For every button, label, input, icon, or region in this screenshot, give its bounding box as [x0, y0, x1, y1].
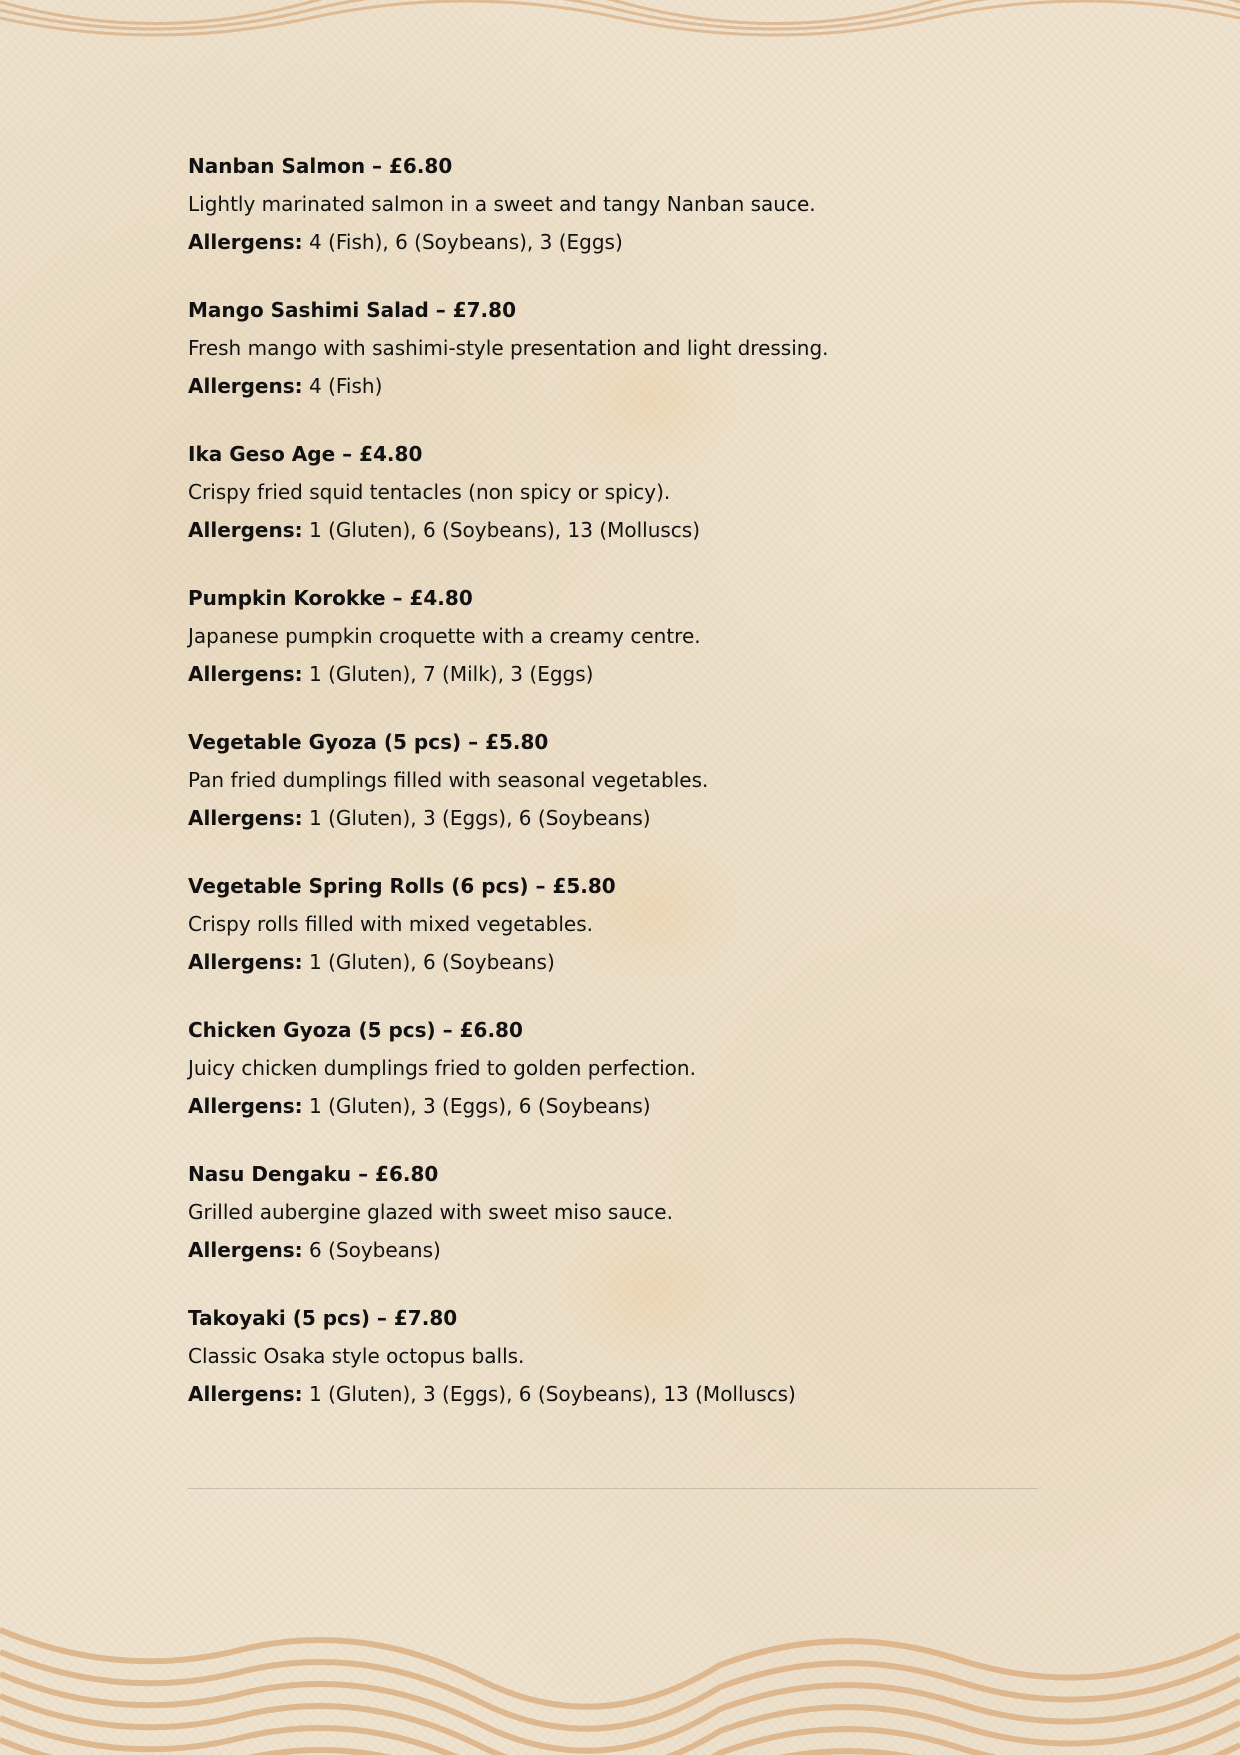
allergens-value: 1 (Gluten), 7 (Milk), 3 (Eggs) [309, 662, 594, 686]
allergens-label: Allergens: [188, 518, 303, 542]
allergens-label: Allergens: [188, 374, 303, 398]
item-name: Vegetable Spring Rolls (6 pcs) [188, 874, 529, 898]
menu-list [188, 147, 1048, 1443]
price-separator: – [351, 1162, 376, 1186]
menu-item [188, 867, 1048, 1011]
item-name: Takoyaki (5 pcs) [188, 1306, 370, 1330]
item-allergens [188, 799, 1048, 837]
item-price: £5.80 [485, 730, 549, 754]
item-title [188, 1011, 1048, 1049]
item-description: Crispy fried squid tentacles (non spicy or spicy). [188, 480, 671, 504]
menu-item [188, 147, 1048, 291]
price-separator: – [385, 586, 410, 610]
item-title [188, 1155, 1048, 1193]
item-price: £6.80 [389, 154, 453, 178]
allergens-value: 4 (Fish), 6 (Soybeans), 3 (Eggs) [309, 230, 623, 254]
item-price: £5.80 [552, 874, 616, 898]
menu-item [188, 579, 1048, 723]
item-description: Juicy chicken dumplings fried to golden perfection. [188, 1056, 696, 1080]
item-name: Nanban Salmon [188, 154, 366, 178]
item-description: Crispy rolls filled with mixed vegetables. [188, 912, 594, 936]
item-title [188, 1299, 1048, 1337]
item-name: Ika Geso Age [188, 442, 336, 466]
allergens-label: Allergens: [188, 1238, 303, 1262]
item-name: Vegetable Gyoza (5 pcs) [188, 730, 462, 754]
allergens-value: 1 (Gluten), 3 (Eggs), 6 (Soybeans), 13 (Molluscs) [309, 1382, 796, 1406]
item-allergens [188, 655, 1048, 693]
allergens-label: Allergens: [188, 1094, 303, 1118]
item-price: £4.80 [409, 586, 473, 610]
menu-item [188, 435, 1048, 579]
item-allergens [188, 1375, 1048, 1413]
item-title [188, 147, 1048, 185]
item-price: £4.80 [359, 442, 423, 466]
item-title [188, 579, 1048, 617]
menu-item [188, 1299, 1048, 1443]
item-description: Lightly marinated salmon in a sweet and tangy Nanban sauce. [188, 192, 816, 216]
price-separator: – [435, 1018, 460, 1042]
item-name: Mango Sashimi Salad [188, 298, 429, 322]
item-description: Grilled aubergine glazed with sweet miso sauce. [188, 1200, 673, 1224]
allergens-value: 1 (Gluten), 3 (Eggs), 6 (Soybeans) [309, 806, 651, 830]
allergens-label: Allergens: [188, 230, 303, 254]
menu-item [188, 291, 1048, 435]
menu-item [188, 1011, 1048, 1155]
item-description: Japanese pumpkin croquette with a creamy centre. [188, 624, 701, 648]
divider-line [188, 1488, 1038, 1489]
price-separator: – [369, 1306, 394, 1330]
item-allergens [188, 1231, 1048, 1269]
price-separator: – [528, 874, 553, 898]
allergens-value: 6 (Soybeans) [309, 1238, 441, 1262]
price-separator: – [461, 730, 486, 754]
item-name: Nasu Dengaku [188, 1162, 352, 1186]
item-allergens [188, 943, 1048, 981]
item-title [188, 723, 1048, 761]
allergens-label: Allergens: [188, 806, 303, 830]
allergens-value: 1 (Gluten), 6 (Soybeans), 13 (Molluscs) [309, 518, 701, 542]
item-allergens [188, 1087, 1048, 1125]
allergens-value: 1 (Gluten), 6 (Soybeans) [309, 950, 555, 974]
item-title [188, 291, 1048, 329]
item-title [188, 435, 1048, 473]
item-name: Pumpkin Korokke [188, 586, 386, 610]
menu-item [188, 1155, 1048, 1299]
bottom-wave-decoration [0, 1620, 1240, 1755]
item-allergens [188, 367, 1048, 405]
item-name: Chicken Gyoza (5 pcs) [188, 1018, 436, 1042]
price-separator: – [365, 154, 389, 178]
top-wave-decoration [0, 0, 1240, 40]
item-description: Pan fried dumplings filled with seasonal vegetables. [188, 768, 709, 792]
price-separator: – [335, 442, 360, 466]
allergens-label: Allergens: [188, 662, 303, 686]
item-description: Classic Osaka style octopus balls. [188, 1344, 525, 1368]
allergens-label: Allergens: [188, 950, 303, 974]
item-price: £7.80 [393, 1306, 458, 1330]
item-title [188, 867, 1048, 905]
allergens-value: 1 (Gluten), 3 (Eggs), 6 (Soybeans) [309, 1094, 651, 1118]
price-separator: – [428, 298, 453, 322]
allergens-value: 4 (Fish) [309, 374, 383, 398]
item-allergens [188, 223, 1048, 261]
item-allergens [188, 511, 1048, 549]
item-price: £7.80 [452, 298, 516, 322]
item-price: £6.80 [375, 1162, 439, 1186]
allergens-label: Allergens: [188, 1382, 303, 1406]
item-price: £6.80 [459, 1018, 523, 1042]
menu-item [188, 723, 1048, 867]
item-description: Fresh mango with sashimi-style presentation and light dressing. [188, 336, 829, 360]
